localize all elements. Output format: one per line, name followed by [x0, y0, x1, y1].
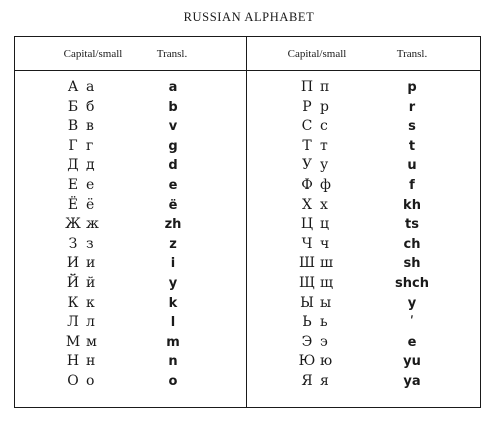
small-letter: ы [320, 294, 332, 311]
transliteration: s [408, 119, 416, 135]
capital-letter: Ю [298, 353, 316, 370]
small-letter: х [320, 196, 328, 213]
right-header-capital-small: Capital/small [287, 48, 347, 60]
capital-letter: Ц [300, 216, 314, 233]
transliteration: ch [403, 236, 421, 252]
capital-letter: Ш [299, 255, 315, 272]
small-letter: т [320, 137, 328, 154]
small-letter: г [86, 137, 94, 154]
capital-letter: Ы [300, 294, 314, 311]
small-letter: ь [320, 314, 328, 331]
transliteration: g [168, 138, 178, 154]
transliteration: u [407, 158, 417, 174]
small-letter: у [320, 157, 329, 174]
capital-letter: К [67, 294, 79, 311]
capital-letter: В [67, 118, 79, 135]
transliteration: p [407, 80, 417, 95]
capital-letter: Ж [65, 216, 81, 233]
right-header-translit: Transl. [396, 48, 428, 60]
transliteration: f [409, 177, 415, 193]
capital-letter: Р [302, 98, 312, 115]
transliteration: y [168, 275, 178, 291]
transliteration: e [168, 177, 178, 193]
transliteration: e [407, 334, 417, 350]
small-letter: л [86, 314, 95, 331]
capital-letter: Н [66, 353, 80, 370]
transliteration: ts [405, 217, 419, 233]
small-letter: е [86, 176, 95, 193]
small-letter: о [86, 372, 95, 389]
transliteration: d [168, 158, 178, 174]
page-title: RUSSIAN ALPHABET [183, 10, 315, 24]
transliteration: a [168, 80, 178, 95]
small-letter: д [86, 157, 95, 174]
transliteration: i [170, 256, 176, 272]
capital-letter: Ч [301, 235, 313, 252]
capital-letter: И [66, 255, 80, 272]
small-letter: ф [320, 176, 331, 193]
transliteration: t [408, 138, 416, 154]
transliteration: b [168, 99, 178, 115]
small-letter: б [86, 98, 95, 115]
transliteration: shch [395, 275, 429, 291]
small-letter: й [86, 274, 96, 291]
transliteration: ya [403, 373, 421, 389]
small-letter: к [86, 294, 95, 311]
small-letter: в [86, 118, 94, 135]
capital-letter: У [301, 157, 313, 174]
small-letter: с [320, 118, 328, 135]
small-letter: з [86, 235, 94, 252]
capital-letter: О [67, 372, 79, 389]
capital-letter: Ё [67, 196, 79, 213]
capital-letter: Щ [299, 274, 315, 291]
small-letter: щ [320, 274, 334, 291]
transliteration: m [166, 334, 180, 350]
capital-letter: З [68, 235, 78, 252]
capital-letter: П [300, 79, 314, 95]
small-letter: н [86, 353, 96, 370]
column-divider [246, 36, 247, 408]
transliteration: ë [168, 197, 178, 213]
left-header-translit: Transl. [156, 48, 188, 60]
capital-letter: Д [67, 157, 79, 174]
transliteration: k [168, 295, 178, 311]
small-letter: я [320, 372, 329, 389]
capital-letter: Е [67, 176, 79, 193]
transliteration: n [168, 354, 178, 370]
header-rule [14, 70, 481, 71]
small-letter: ш [320, 255, 334, 272]
transliteration: yu [403, 354, 421, 370]
capital-letter: Й [66, 274, 80, 291]
left-header-capital-small: Capital/small [63, 48, 123, 60]
transliteration: zh [164, 217, 182, 233]
transliteration: sh [403, 256, 421, 272]
small-letter: а [86, 79, 95, 95]
transliteration: z [169, 236, 177, 252]
capital-letter: Х [302, 196, 312, 213]
small-letter: р [320, 98, 329, 115]
transliteration: kh [403, 197, 421, 213]
transliteration: ʹ [410, 315, 414, 331]
small-letter: э [320, 333, 328, 350]
capital-letter: Э [301, 333, 313, 350]
small-letter: м [86, 333, 97, 350]
capital-letter: А [67, 79, 79, 95]
small-letter: ю [320, 353, 333, 370]
small-letter: ж [86, 216, 99, 233]
capital-letter: Г [68, 137, 78, 154]
capital-letter: Т [302, 137, 312, 154]
transliteration: o [168, 373, 178, 389]
capital-letter: Ь [302, 314, 312, 331]
capital-letter: Б [67, 98, 79, 115]
capital-letter: С [301, 118, 313, 135]
small-letter: ц [320, 216, 330, 233]
transliteration: r [408, 99, 416, 115]
small-letter: и [86, 255, 96, 272]
transliteration: v [168, 119, 178, 135]
small-letter: п [320, 79, 330, 95]
capital-letter: Ф [301, 176, 313, 193]
transliteration: l [170, 315, 176, 331]
capital-letter: Л [67, 314, 79, 331]
small-letter: ё [86, 196, 95, 213]
transliteration: y [407, 295, 417, 311]
small-letter: ч [320, 235, 330, 252]
capital-letter: Я [301, 372, 313, 389]
capital-letter: М [65, 333, 81, 350]
